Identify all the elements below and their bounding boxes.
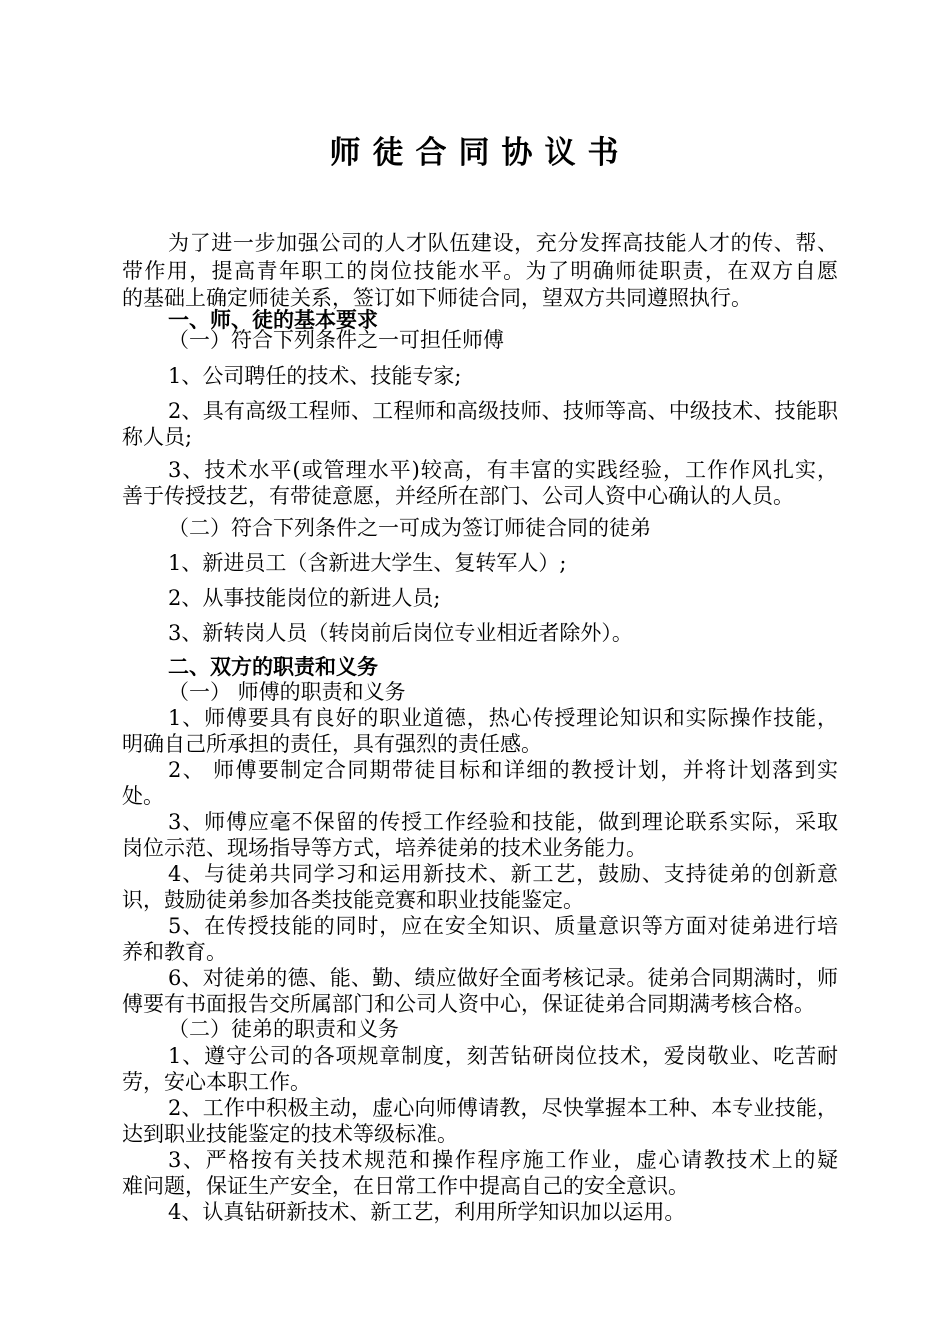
paragraph-line: 3、技术水平(或管理水平)较高，有丰富的实践经验，工作作风扎实， xyxy=(168,458,838,482)
paragraph-line: 善于传授技艺，有带徒意愿，并经所在部门、公司人资中心确认的人员。 xyxy=(122,484,794,508)
paragraph-line: 2、 师傅要制定合同期带徒目标和详细的教授计划，并将计划落到实 xyxy=(168,758,838,782)
section-heading: 二、双方的职责和义务 xyxy=(168,654,378,679)
section-heading: 一、师、徒的基本要求 xyxy=(168,307,378,332)
subsection-heading: （二）符合下列条件之一可成为签订师徒合同的徒弟 xyxy=(168,516,651,540)
paragraph-line: 为了进一步加强公司的人才队伍建设，充分发挥高技能人才的传、帮、 xyxy=(168,231,838,255)
paragraph-line: 3、严格按有关技术规范和操作程序施工作业，虚心请教技术上的疑 xyxy=(168,1148,838,1172)
paragraph-line: 6、对徒弟的德、能、勤、绩应做好全面考核记录。徒弟合同期满时，师 xyxy=(168,966,838,990)
paragraph-line: 的基础上确定师徒关系，签订如下师徒合同，望双方共同遵照执行。 xyxy=(122,286,752,310)
paragraph-line: 5、在传授技能的同时，应在安全知识、质量意识等方面对徒弟进行培 xyxy=(168,914,838,938)
paragraph-line: 3、师傅应毫不保留的传授工作经验和技能，做到理论联系实际，采取 xyxy=(168,810,838,834)
paragraph-line: 傅要有书面报告交所属部门和公司人资中心，保证徒弟合同期满考核合格。 xyxy=(122,992,815,1016)
paragraph-line: 1、新进员工（含新进大学生、复转军人）; xyxy=(168,551,567,575)
subsection-heading: （二）徒弟的职责和义务 xyxy=(168,1017,399,1041)
paragraph-line: 4、与徒弟共同学习和运用新技术、新工艺，鼓励、支持徒弟的创新意 xyxy=(168,862,838,886)
paragraph-line: 称人员; xyxy=(122,425,193,449)
paragraph-line: 4、认真钻研新技术、新工艺，利用所学知识加以运用。 xyxy=(168,1200,686,1224)
paragraph-line: 带作用，提高青年职工的岗位技能水平。为了明确师徒职责，在双方自愿 xyxy=(122,259,838,283)
paragraph-line: 识，鼓励徒弟参加各类技能竞赛和职业技能鉴定。 xyxy=(122,888,584,912)
paragraph-line: 处。 xyxy=(122,784,164,808)
paragraph-line: 岗位示范、现场指导等方式，培养徒弟的技术业务能力。 xyxy=(122,836,647,860)
paragraph-line: 劳，安心本职工作。 xyxy=(122,1070,311,1094)
document-page xyxy=(122,0,838,1344)
paragraph-line: 1、公司聘任的技术、技能专家; xyxy=(168,364,462,388)
paragraph-line: 难问题，保证生产安全，在日常工作中提高自己的安全意识。 xyxy=(122,1174,689,1198)
document-title: 师徒合同协议书 xyxy=(329,135,631,171)
subsection-heading: （一）符合下列条件之一可担任师傅 xyxy=(168,328,504,352)
paragraph-line: 养和教育。 xyxy=(122,940,227,964)
paragraph-line: 2、具有高级工程师、工程师和高级技师、技师等高、中级技术、技能职 xyxy=(168,399,838,423)
paragraph-line: 2、从事技能岗位的新进人员; xyxy=(168,586,441,610)
paragraph-line: 明确自己所承担的责任，具有强烈的责任感。 xyxy=(122,732,542,756)
paragraph-line: 3、新转岗人员（转岗前后岗位专业相近者除外）。 xyxy=(168,621,633,645)
paragraph-line: 达到职业技能鉴定的技术等级标准。 xyxy=(122,1122,458,1146)
paragraph-line: 1、遵守公司的各项规章制度，刻苦钻研岗位技术，爱岗敬业、吃苦耐 xyxy=(168,1044,838,1068)
paragraph-line: 1、师傅要具有良好的职业道德，热心传授理论知识和实际操作技能， xyxy=(168,706,838,730)
subsection-heading: （一） 师傅的职责和义务 xyxy=(168,680,406,704)
paragraph-line: 2、工作中积极主动，虚心向师傅请教，尽快掌握本工种、本专业技能， xyxy=(168,1096,838,1120)
